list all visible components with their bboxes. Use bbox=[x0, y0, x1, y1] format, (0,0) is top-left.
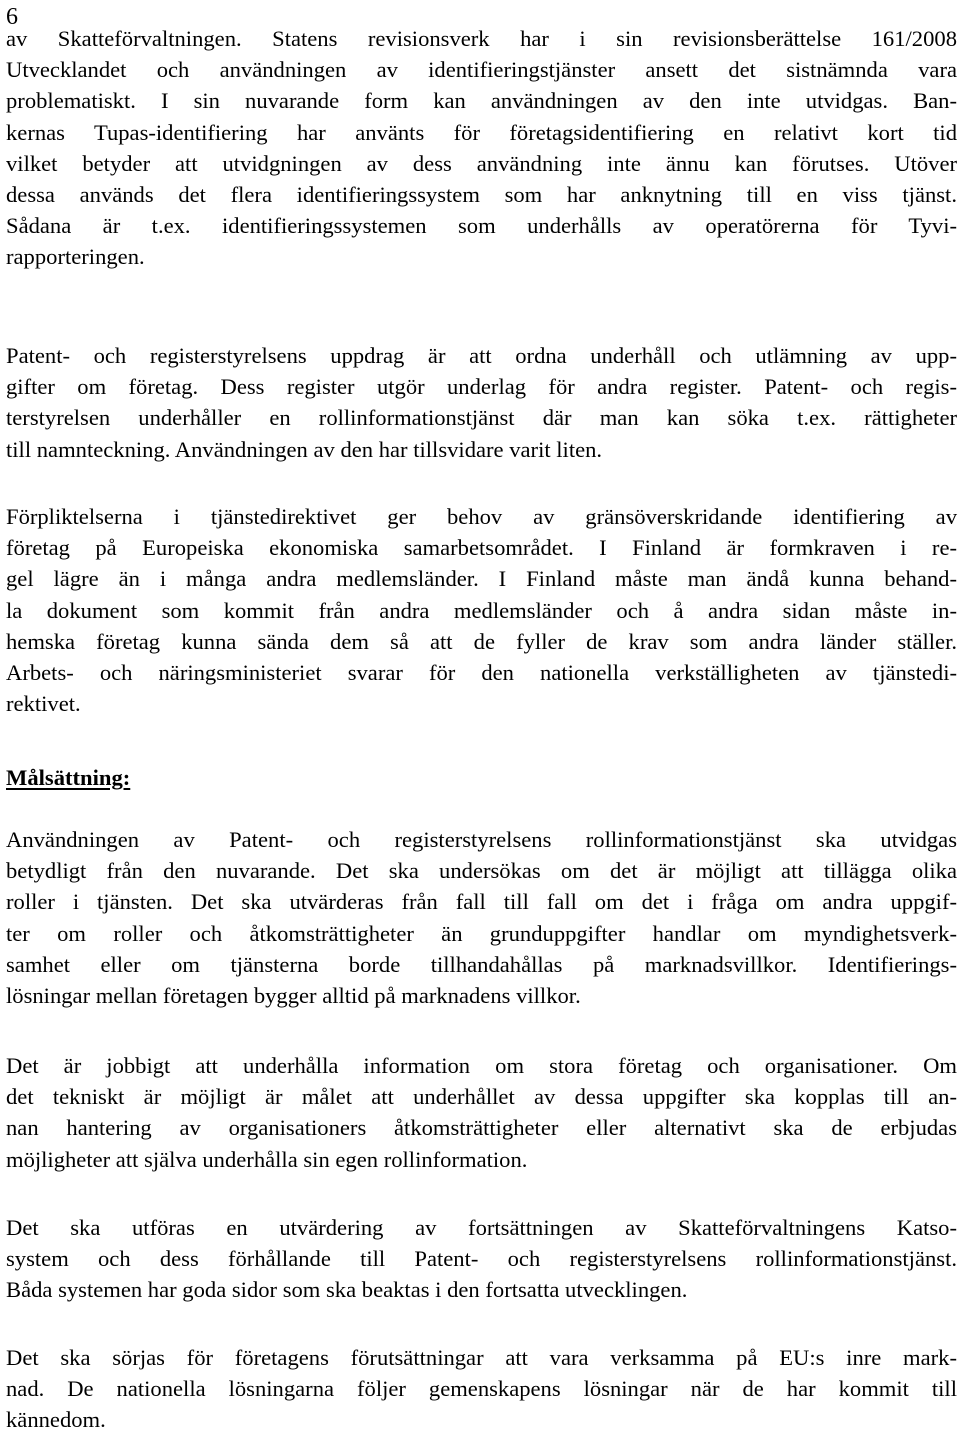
page-number: 6 bbox=[6, 4, 18, 30]
text-line: dessa används det flera identifieringssystem som har anknytning till en viss tjänst. bbox=[6, 181, 957, 207]
text-line: Utvecklandet och användningen av identifieringstjänster ansett det sistnämnda vara bbox=[6, 57, 957, 83]
text-line: det tekniskt är möjligt är målet att underhållet av dessa uppgifter ska kopplas till an- bbox=[6, 1084, 957, 1110]
paragraph-6 bbox=[6, 1212, 957, 1306]
text-line: kännedom. bbox=[6, 1407, 106, 1433]
text-line: Sådana är t.ex. identifieringssystemen som underhålls av operatörerna för Tyvi- bbox=[6, 213, 957, 239]
text-line: Det ska utföras en utvärdering av fortsättningen av Skatteförvaltningens Katso- bbox=[6, 1215, 957, 1240]
text-line: problematiskt. I sin nuvarande form kan användningen av den inte utvidgas. Ban- bbox=[6, 88, 957, 114]
text-line: samhet eller om tjänsterna borde tillhandahållas på marknadsvillkor. Identifierings- bbox=[6, 951, 957, 977]
text-line: gifter om företag. Dess register utgör underlag för andra register. Patent- och regis- bbox=[6, 374, 957, 400]
paragraph-7 bbox=[6, 1342, 957, 1436]
text-line: möjligheter att själva underhålla sin egen rollinformation. bbox=[6, 1146, 528, 1172]
text-line: lösningar mellan företagen bygger alltid på marknadens villkor. bbox=[6, 982, 581, 1008]
text-line: terstyrelsen underhåller en rollinformationstjänst där man kan söka t.ex. rättigheter bbox=[6, 405, 957, 431]
paragraph-5 bbox=[6, 1050, 957, 1175]
paragraph-2 bbox=[6, 340, 957, 465]
text-line: Förpliktelserna i tjänstedirektivet ger behov av gränsöverskridande identifiering av bbox=[6, 504, 957, 529]
text-line: roller i tjänsten. Det ska utvärderas från fall till fall om det i fråga om andra uppgif- bbox=[6, 889, 957, 915]
section-heading: Målsättning: bbox=[6, 765, 131, 790]
text-line: Användningen av Patent- och registerstyrelsens rollinformationstjänst ska utvidgas bbox=[6, 827, 957, 852]
text-line: rektivet. bbox=[6, 691, 81, 717]
text-line: nan hantering av organisationers åtkomsträttigheter eller alternativt ska de erbjudas bbox=[6, 1115, 957, 1141]
paragraph-3 bbox=[6, 501, 957, 719]
text-line: till namnteckning. Användningen av den har tillsvidare varit liten. bbox=[6, 436, 603, 462]
text-line: gel lägre än i många andra medlemsländer. I Finland måste man ändå kunna behand- bbox=[6, 566, 957, 592]
text-line: kernas Tupas-identifiering har använts för företagsidentifiering en relativt kort tid bbox=[6, 119, 957, 145]
text-line: ter om roller och åtkomsträttigheter än grunduppgifter handlar om myndighetsverk- bbox=[6, 920, 957, 946]
text-line: av Skatteförvaltningen. Statens revisionsverk har i sin revisionsberättelse 161/2008 bbox=[6, 26, 957, 51]
text-line: Det ska sörjas för företagens förutsättningar att vara verksamma på EU:s inre mark- bbox=[6, 1345, 957, 1370]
paragraph-1 bbox=[6, 23, 957, 273]
text-line: betydligt från den nuvarande. Det ska undersökas om det är möjligt att tillägga olika bbox=[6, 858, 957, 884]
text-line: rapporteringen. bbox=[6, 244, 145, 270]
text-line: Arbets- och näringsministeriet svarar för den nationella verkställigheten av tjänstedi- bbox=[6, 659, 957, 685]
text-line: Patent- och registerstyrelsens uppdrag är att ordna underhåll och utlämning av upp- bbox=[6, 343, 957, 368]
text-line: vilket betyder att utvidgningen av dess användning inte ännu kan förutses. Utöver bbox=[6, 150, 957, 176]
text-line: system och dess förhållande till Patent- och registerstyrelsens rollinformationstjänst. bbox=[6, 1246, 957, 1272]
text-line: hemska företag kunna sända dem så att de fyller de krav som andra länder ställer. bbox=[6, 628, 957, 654]
text-line: la dokument som kommit från andra medlemsländer och å andra sidan måste in- bbox=[6, 597, 957, 623]
text-line: företag på Europeiska ekonomiska samarbetsområdet. I Finland är formkraven i re- bbox=[6, 535, 957, 561]
paragraph-4 bbox=[6, 824, 957, 1011]
text-line: Det är jobbigt att underhålla information om stora företag och organisationer. Om bbox=[6, 1053, 957, 1078]
text-line: nad. De nationella lösningarna följer gemenskapens lösningar när de har kommit till bbox=[6, 1376, 957, 1402]
text-line: Båda systemen har goda sidor som ska beaktas i den fortsatta utvecklingen. bbox=[6, 1277, 688, 1303]
section-heading-block bbox=[6, 762, 957, 793]
